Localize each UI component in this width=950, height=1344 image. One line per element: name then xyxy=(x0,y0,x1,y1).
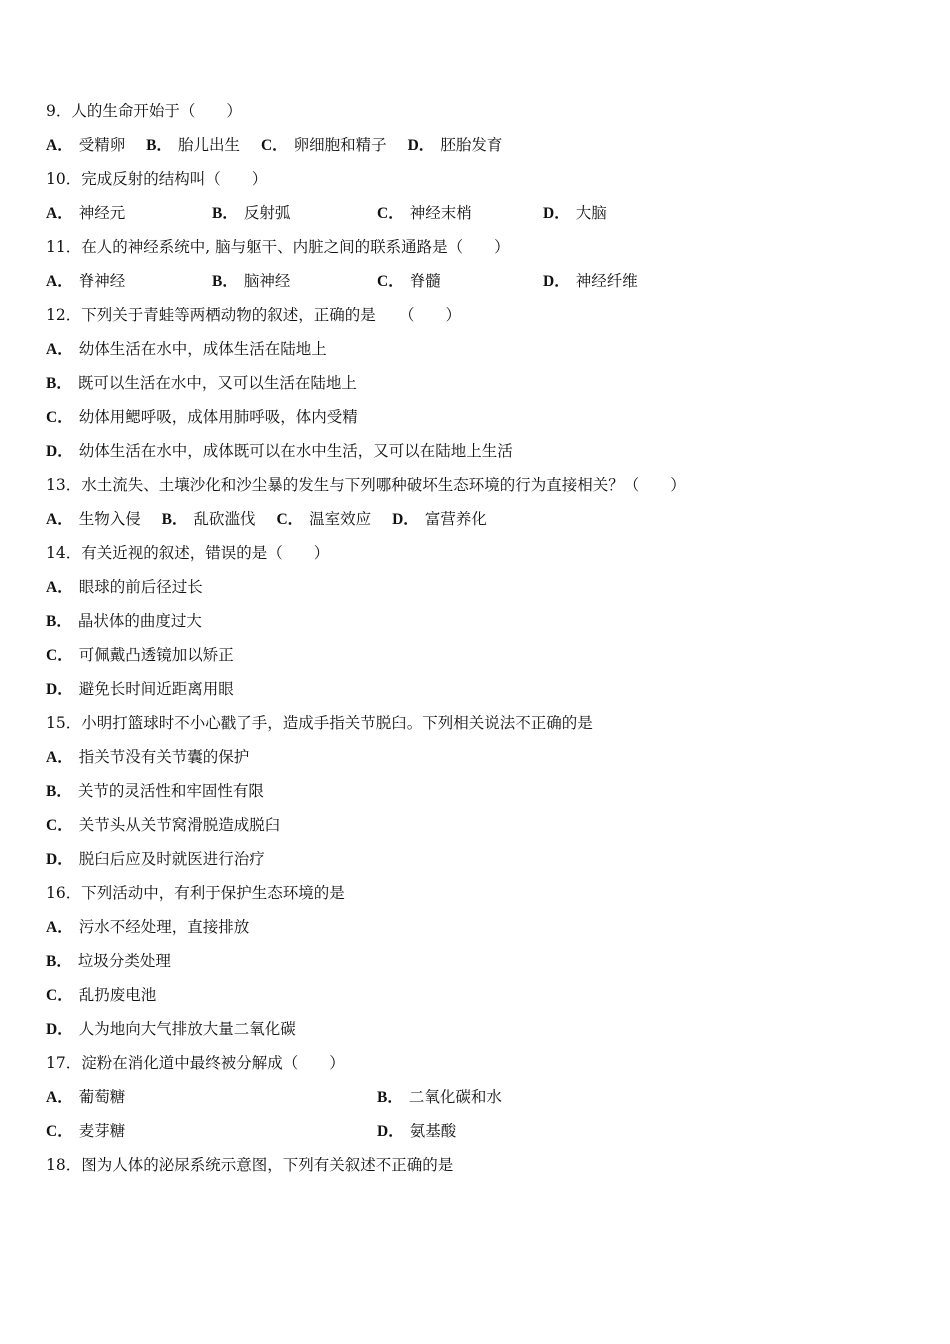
q12-option-a[interactable]: A． 幼体生活在水中，成体生活在陆地上 xyxy=(46,340,327,358)
q14-option-c[interactable]: C． 可佩戴凸透镜加以矫正 xyxy=(46,646,234,664)
question-17-options-row2 xyxy=(46,1118,916,1152)
question-13-options xyxy=(46,506,916,540)
q14-option-d[interactable]: D． 避免长时间近距离用眼 xyxy=(46,680,234,698)
question-10-options xyxy=(46,200,916,234)
q10-option-b[interactable]: B． 反射弧 xyxy=(212,204,291,222)
question-17-options-row1 xyxy=(46,1084,916,1118)
q13-option-a[interactable]: A． 生物入侵 xyxy=(46,510,141,528)
q9-option-b[interactable]: B． 胎儿出生 xyxy=(146,136,241,154)
q11-option-d[interactable]: D． 神经纤维 xyxy=(543,272,638,290)
question-11-stem: 11．在人的神经系统中, 脑与躯干、内脏之间的联系通路是（ ） xyxy=(46,238,510,256)
question-14-stem: 14．有关近视的叙述，错误的是（ ） xyxy=(46,544,330,562)
q16-option-b[interactable]: B． 垃圾分类处理 xyxy=(46,952,171,970)
q17-option-d[interactable]: D． 氨基酸 xyxy=(377,1122,457,1140)
q12-option-c[interactable]: C． 幼体用鳃呼吸，成体用肺呼吸，体内受精 xyxy=(46,408,358,426)
q13-option-c[interactable]: C． 温室效应 xyxy=(276,510,372,528)
q10-option-c[interactable]: C． 神经末梢 xyxy=(377,204,472,222)
question-16-stem: 16．下列活动中，有利于保护生态环境的是 xyxy=(46,884,345,902)
q14-option-a[interactable]: A． 眼球的前后径过长 xyxy=(46,578,203,596)
question-12-stem: 12．下列关于青蛙等两栖动物的叙述，正确的是 （ ） xyxy=(46,306,461,324)
question-11-options xyxy=(46,268,916,302)
q11-option-b[interactable]: B． 脑神经 xyxy=(212,272,291,290)
q15-option-d[interactable]: D． 脱臼后应及时就医进行治疗 xyxy=(46,850,265,868)
q15-option-c[interactable]: C． 关节头从关节窝滑脱造成脱臼 xyxy=(46,816,281,834)
q17-option-c[interactable]: C． 麦芽糖 xyxy=(46,1122,126,1140)
q9-option-d[interactable]: D． 胚胎发育 xyxy=(407,136,503,154)
q11-option-a[interactable]: A． 脊神经 xyxy=(46,272,126,290)
q15-option-b[interactable]: B． 关节的灵活性和牢固性有限 xyxy=(46,782,264,800)
q9-option-c[interactable]: C． 卵细胞和精子 xyxy=(260,136,387,154)
q10-option-d[interactable]: D． 大脑 xyxy=(543,204,607,222)
q12-option-d[interactable]: D． 幼体生活在水中，成体既可以在水中生活，又可以在陆地上生活 xyxy=(46,442,513,460)
question-9-options xyxy=(46,132,916,166)
q17-option-b[interactable]: B． 二氧化碳和水 xyxy=(377,1088,502,1106)
question-18-stem: 18．图为人体的泌尿系统示意图，下列有关叙述不正确的是 xyxy=(46,1156,454,1174)
q10-option-a[interactable]: A． 神经元 xyxy=(46,204,126,222)
question-15-stem: 15．小明打篮球时不小心戳了手，造成手指关节脱臼。下列相关说法不正确的是 xyxy=(46,714,593,732)
q15-option-a[interactable]: A． 指关节没有关节囊的保护 xyxy=(46,748,250,766)
q13-option-d[interactable]: D． 富营养化 xyxy=(392,510,487,528)
q16-option-d[interactable]: D． 人为地向大气排放大量二氧化碳 xyxy=(46,1020,296,1038)
q16-option-a[interactable]: A． 污水不经处理，直接排放 xyxy=(46,918,250,936)
exam-page xyxy=(46,98,916,1186)
q14-option-b[interactable]: B． 晶状体的曲度过大 xyxy=(46,612,202,630)
q9-option-a[interactable]: A． 受精卵 xyxy=(46,136,126,154)
q12-option-b[interactable]: B． 既可以生活在水中，又可以生活在陆地上 xyxy=(46,374,357,392)
q17-option-a[interactable]: A． 葡萄糖 xyxy=(46,1088,126,1106)
q13-option-b[interactable]: B． 乱砍滥伐 xyxy=(161,510,256,528)
question-17-stem: 17．淀粉在消化道中最终被分解成（ ） xyxy=(46,1054,345,1072)
question-13-stem: 13．水土流失、土壤沙化和沙尘暴的发生与下列哪种破坏生态环境的行为直接相关？（ ） xyxy=(46,476,686,494)
question-9-stem: 9．人的生命开始于（ ） xyxy=(46,102,242,120)
q11-option-c[interactable]: C． 脊髓 xyxy=(377,272,441,290)
q16-option-c[interactable]: C． 乱扔废电池 xyxy=(46,986,157,1004)
question-10-stem: 10．完成反射的结构叫（ ） xyxy=(46,170,268,188)
